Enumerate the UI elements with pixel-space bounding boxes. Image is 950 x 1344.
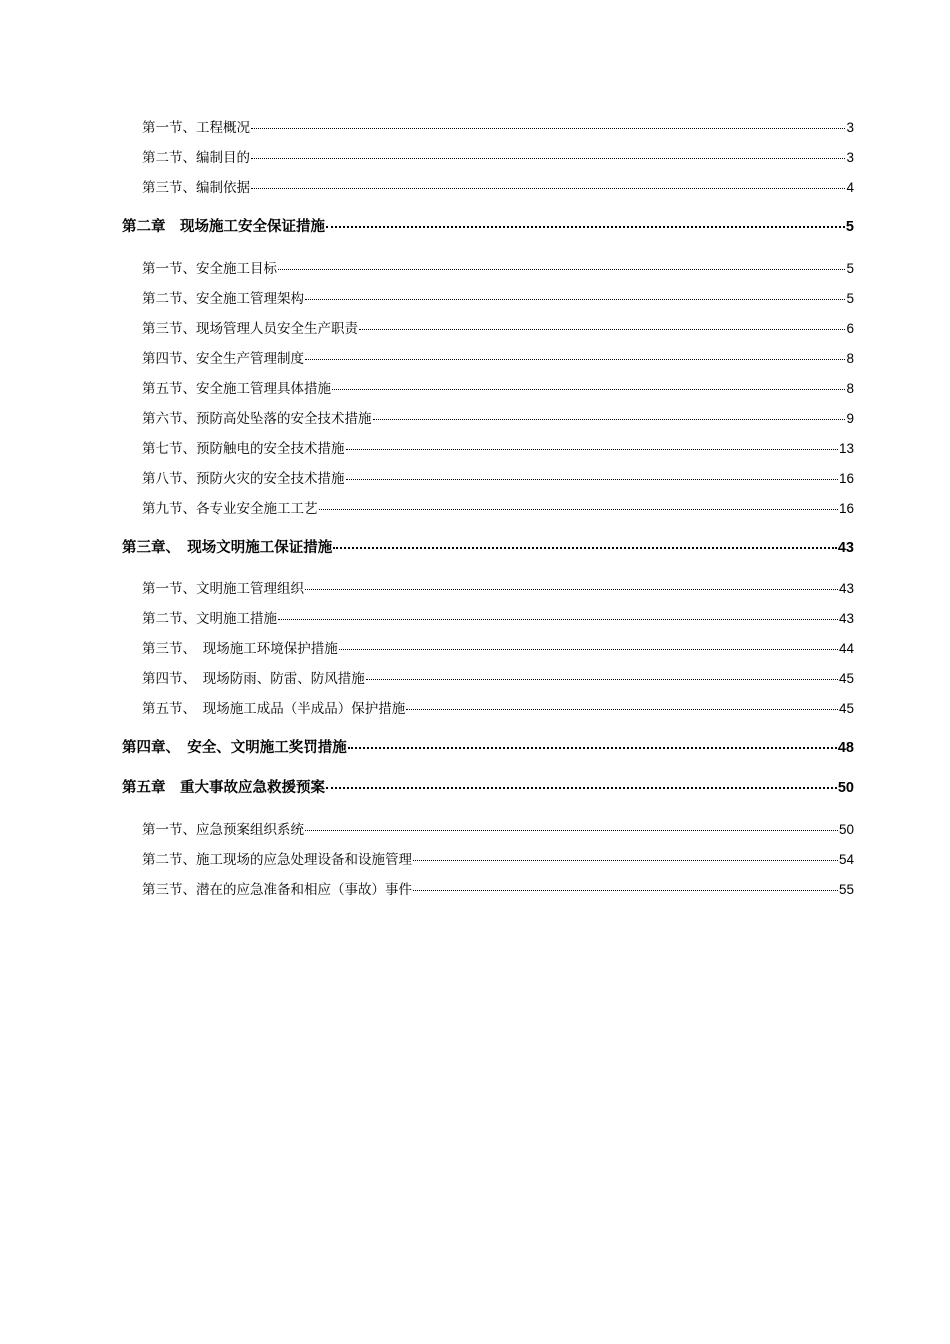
toc-entry-title: 第一节、文明施工管理组织 bbox=[142, 581, 304, 597]
toc-section-entry[interactable] bbox=[142, 818, 854, 838]
toc-entry-title: 第四节、 现场防雨、防雷、防风措施 bbox=[142, 671, 365, 687]
toc-entry-page-number: 54 bbox=[838, 852, 854, 867]
toc-entry-title: 第七节、预防触电的安全技术措施 bbox=[142, 441, 345, 457]
dot-leader bbox=[251, 187, 845, 189]
toc-entry-page-number: 43 bbox=[837, 540, 854, 556]
toc-section-entry[interactable] bbox=[142, 637, 854, 657]
toc-section-entry[interactable] bbox=[142, 377, 854, 397]
toc-entry-page-number: 48 bbox=[837, 740, 854, 756]
toc-chapter-entry[interactable] bbox=[122, 536, 854, 558]
toc-entry-page-number: 9 bbox=[846, 411, 854, 426]
toc-chapter-entry[interactable] bbox=[122, 736, 854, 758]
dot-leader bbox=[319, 508, 838, 510]
toc-section-entry[interactable] bbox=[142, 467, 854, 487]
toc-section-entry[interactable] bbox=[142, 697, 854, 717]
toc-entry-title: 第五章 重大事故应急救援预案 bbox=[122, 780, 325, 796]
toc-entry-page-number: 3 bbox=[846, 150, 854, 165]
toc-entry-title: 第三章、 现场文明施工保证措施 bbox=[122, 540, 333, 556]
toc-entry-page-number: 5 bbox=[845, 219, 854, 235]
dot-leader bbox=[346, 448, 838, 450]
toc-entry-page-number: 45 bbox=[838, 701, 854, 716]
toc-entry-title: 第三节、 现场施工环境保护措施 bbox=[142, 641, 338, 657]
toc-entry-page-number: 50 bbox=[838, 822, 854, 837]
dot-leader bbox=[413, 859, 838, 861]
dot-leader bbox=[305, 588, 838, 590]
toc-entry-page-number: 8 bbox=[846, 381, 854, 396]
dot-leader bbox=[413, 889, 838, 891]
dot-leader bbox=[305, 358, 845, 360]
toc-entry-page-number: 4 bbox=[846, 180, 854, 195]
toc-entry-page-number: 13 bbox=[838, 441, 854, 456]
toc-entry-page-number: 45 bbox=[838, 671, 854, 686]
dot-leader bbox=[406, 708, 838, 710]
dot-leader bbox=[348, 746, 837, 749]
toc-entry-page-number: 3 bbox=[846, 120, 854, 135]
toc-entry-title: 第八节、预防火灾的安全技术措施 bbox=[142, 471, 345, 487]
toc-entry-title: 第六节、预防高处坠落的安全技术措施 bbox=[142, 411, 372, 427]
toc-entry-page-number: 16 bbox=[838, 501, 854, 516]
toc-entry-title: 第四节、安全生产管理制度 bbox=[142, 351, 304, 367]
toc-entry-page-number: 16 bbox=[838, 471, 854, 486]
toc-chapter-entry[interactable] bbox=[122, 215, 854, 237]
toc-entry-title: 第五节、 现场施工成品（半成品）保护措施 bbox=[142, 701, 406, 717]
toc-entry-title: 第一节、安全施工目标 bbox=[142, 261, 277, 277]
toc-entry-page-number: 43 bbox=[838, 581, 854, 596]
toc-section-entry[interactable] bbox=[142, 347, 854, 367]
dot-leader bbox=[305, 298, 845, 300]
dot-leader bbox=[366, 678, 838, 680]
dot-leader bbox=[373, 418, 846, 420]
toc-section-entry[interactable] bbox=[142, 116, 854, 136]
toc-entry-title: 第二节、施工现场的应急处理设备和设施管理 bbox=[142, 852, 412, 868]
toc-section-entry[interactable] bbox=[142, 287, 854, 307]
toc-entry-title: 第一节、应急预案组织系统 bbox=[142, 822, 304, 838]
dot-leader bbox=[278, 268, 845, 270]
dot-leader bbox=[346, 478, 838, 480]
dot-leader bbox=[359, 328, 845, 330]
dot-leader bbox=[251, 127, 845, 129]
toc-section-entry[interactable] bbox=[142, 607, 854, 627]
toc-entry-title: 第五节、安全施工管理具体措施 bbox=[142, 381, 331, 397]
toc-section-entry[interactable] bbox=[142, 176, 854, 196]
toc-section-entry[interactable] bbox=[142, 317, 854, 337]
toc-section-entry[interactable] bbox=[142, 848, 854, 868]
toc-section-entry[interactable] bbox=[142, 577, 854, 597]
toc-section-entry[interactable] bbox=[142, 437, 854, 457]
toc-entry-page-number: 43 bbox=[838, 611, 854, 626]
toc-section-entry[interactable] bbox=[142, 257, 854, 277]
toc-entry-title: 第二节、安全施工管理架构 bbox=[142, 291, 304, 307]
toc-entry-page-number: 50 bbox=[837, 780, 854, 796]
toc-section-entry[interactable] bbox=[142, 146, 854, 166]
toc-entry-title: 第三节、编制依据 bbox=[142, 180, 250, 196]
dot-leader bbox=[326, 786, 837, 789]
toc-entry-title: 第九节、各专业安全施工工艺 bbox=[142, 501, 318, 517]
toc-entry-page-number: 8 bbox=[846, 351, 854, 366]
toc-entry-title: 第三节、现场管理人员安全生产职责 bbox=[142, 321, 358, 337]
toc-section-entry[interactable] bbox=[142, 878, 854, 898]
toc-section-entry[interactable] bbox=[142, 497, 854, 517]
toc-entry-page-number: 5 bbox=[846, 291, 854, 306]
toc-chapter-entry[interactable] bbox=[122, 776, 854, 798]
dot-leader bbox=[278, 618, 838, 620]
toc-entry-title: 第三节、潜在的应急准备和相应（事故）事件 bbox=[142, 882, 412, 898]
toc-entry-title: 第二节、文明施工措施 bbox=[142, 611, 277, 627]
toc-entry-page-number: 44 bbox=[838, 641, 854, 656]
toc-entry-title: 第四章、 安全、文明施工奖罚措施 bbox=[122, 740, 347, 756]
dot-leader bbox=[326, 225, 845, 228]
toc-section-entry[interactable] bbox=[142, 667, 854, 687]
toc-entry-page-number: 55 bbox=[838, 882, 854, 897]
toc-entry-title: 第二章 现场施工安全保证措施 bbox=[122, 219, 325, 235]
dot-leader bbox=[332, 388, 845, 390]
toc-entry-page-number: 6 bbox=[846, 321, 854, 336]
dot-leader bbox=[251, 157, 845, 159]
dot-leader bbox=[333, 546, 837, 549]
toc-entry-title: 第一节、工程概况 bbox=[142, 120, 250, 136]
dot-leader bbox=[305, 829, 838, 831]
toc-section-entry[interactable] bbox=[142, 407, 854, 427]
dot-leader bbox=[339, 648, 838, 650]
toc-entry-title: 第二节、编制目的 bbox=[142, 150, 250, 166]
toc-entry-page-number: 5 bbox=[846, 261, 854, 276]
